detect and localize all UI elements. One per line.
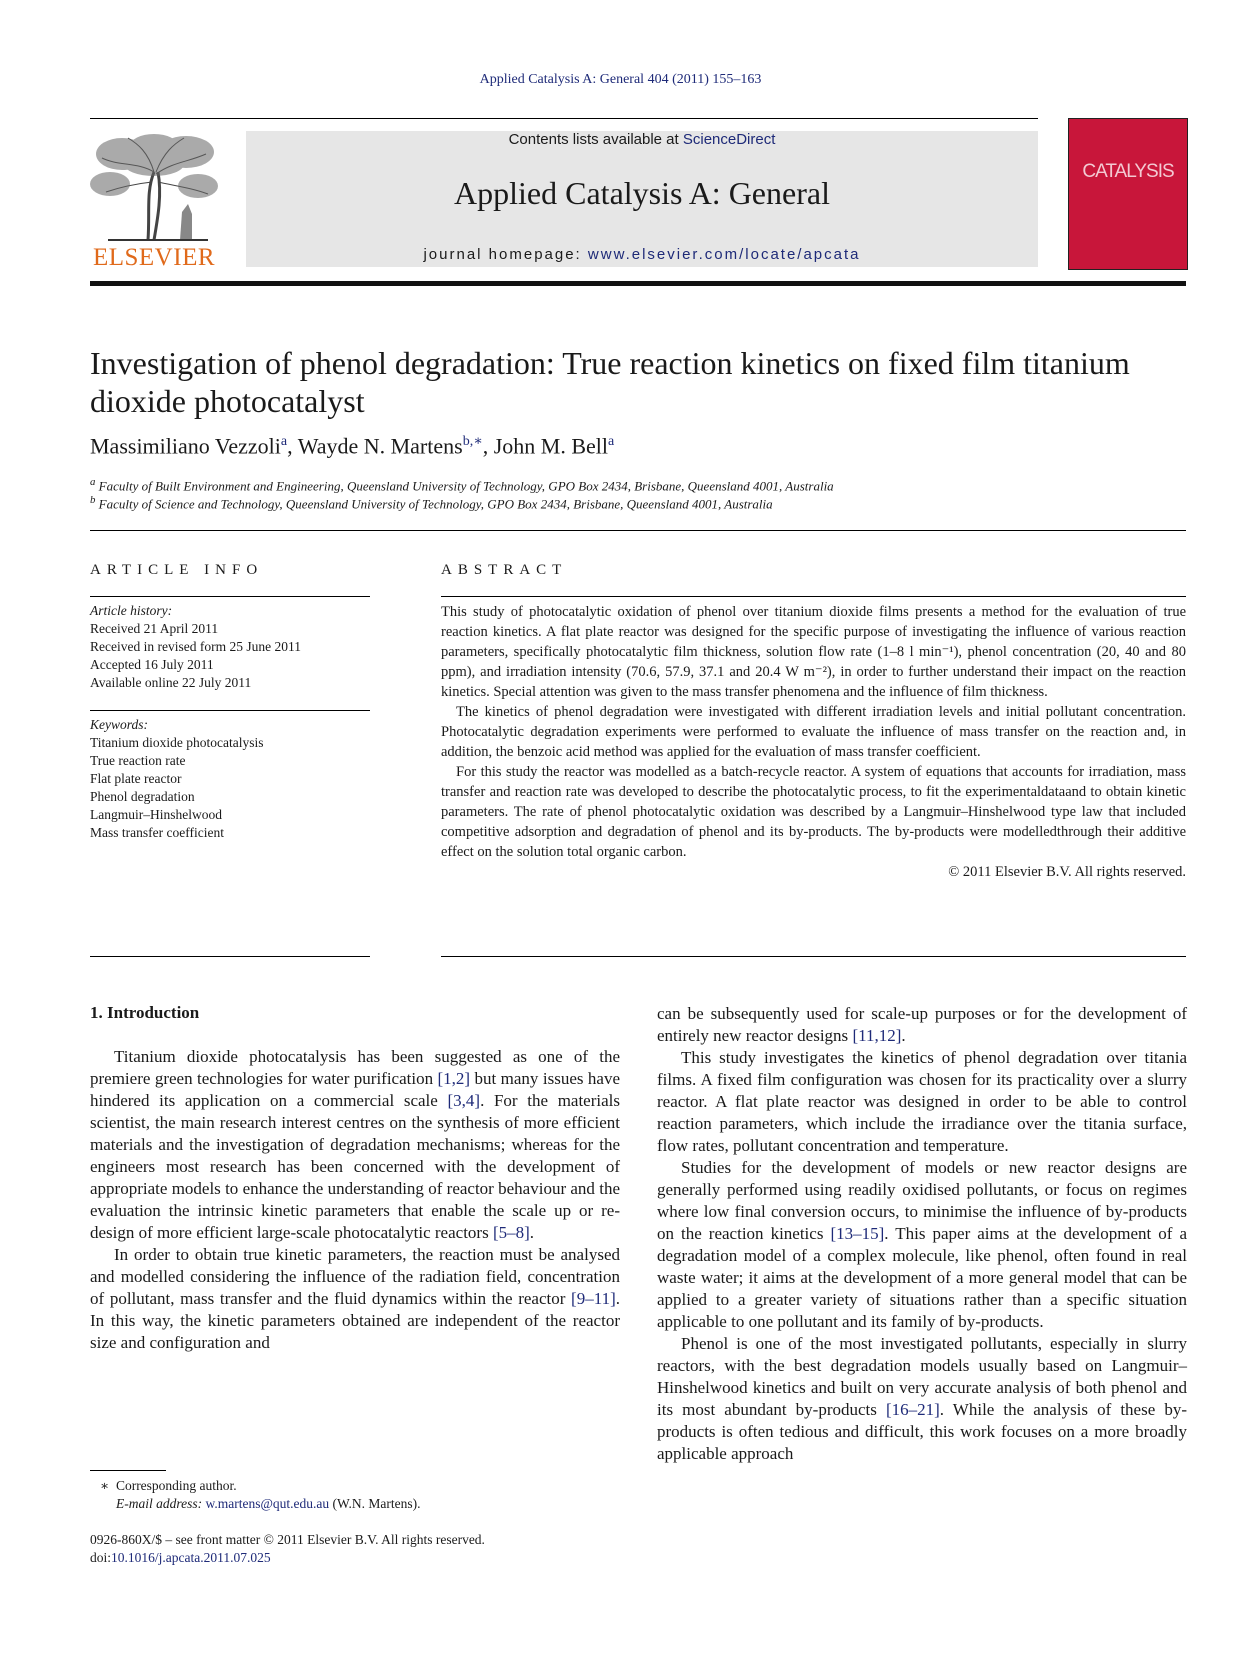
body-paragraph: [90, 1046, 620, 1244]
citation-link[interactable]: [1,2]: [437, 1069, 471, 1088]
info-divider: [90, 596, 370, 597]
text: .: [901, 1026, 906, 1045]
text: . While the analysis of these by-products is often tedious and difficult, this work focuses on a more broadly applicable approach: [657, 1400, 1187, 1463]
doi-label: doi:: [90, 1550, 112, 1565]
email-label: E-mail address:: [116, 1496, 206, 1511]
header-divider: [90, 281, 1186, 286]
author-name: Wayde N. Martens: [297, 433, 463, 459]
history-item: Accepted 16 July 2011: [90, 657, 214, 672]
article-history: [90, 602, 370, 692]
affil-mark: b: [90, 494, 96, 506]
abstract-heading: ABSTRACT: [441, 562, 568, 578]
homepage-prefix: journal homepage:: [423, 246, 588, 263]
doi-link[interactable]: 10.1016/j.apcata.2011.07.025: [111, 1550, 271, 1565]
abstract-body: [441, 602, 1186, 882]
keyword: Phenol degradation: [90, 789, 195, 804]
text: Phenol is one of the most investigated pollutants, especially in slurry reactors, with the best degradation models usually based on Langmuir–Hinshelwood kinetics and built on very accurate analysis of both phenol and its most abundant by-products: [657, 1334, 1187, 1419]
footnote-divider: [90, 1470, 166, 1471]
affiliation-a: [90, 476, 834, 494]
abstract-paragraph: The kinetics of phenol degradation were investigated with different irradiation levels and initial pollutant concentration. Photocatalytic degradation experiments were performed to evaluate the influence of mass transfer on the reaction and, in addition, the benzoic acid method was applied for the evaluation of mass transfer coefficient.: [441, 704, 1186, 760]
keyword: True reaction rate: [90, 753, 186, 768]
top-divider: [90, 118, 1038, 119]
text: .: [529, 1223, 535, 1242]
body-paragraph: [90, 1244, 620, 1354]
front-matter: [90, 1531, 690, 1567]
abstract-divider: [441, 956, 1186, 957]
text: . In this way, the kinetic parameters obtained are independent of the reactor size and configuration and: [90, 1289, 620, 1352]
citation-link[interactable]: [13–15]: [830, 1224, 885, 1243]
article-title: Investigation of phenol degradation: True reaction kinetics on fixed film titanium dioxide photocatalyst: [90, 345, 1130, 419]
text: Titanium dioxide photocatalysis has been suggested as one of the premiere green technologies for water purification: [90, 1047, 620, 1088]
body-paragraph: [657, 1157, 1187, 1333]
text: but many issues have hindered its application on a commercial scale: [90, 1069, 620, 1110]
journal-reference[interactable]: Applied Catalysis A: General 404 (2011) 155–163: [479, 72, 762, 87]
citation-link[interactable]: [5–8]: [492, 1223, 530, 1242]
history-item: Available online 22 July 2011: [90, 675, 252, 690]
journal-title: Applied Catalysis A: General: [454, 175, 830, 211]
cover-title: CATALYSIS: [1082, 161, 1174, 182]
sciencedirect-link[interactable]: ScienceDirect: [682, 131, 776, 148]
publisher-wordmark: ELSEVIER: [92, 244, 216, 271]
body-paragraph: [657, 1333, 1187, 1465]
footnote: [100, 1477, 620, 1513]
body-paragraph: [657, 1003, 1187, 1047]
section-divider: [90, 530, 1186, 531]
text: . For the materials scientist, the main research interest centres on the synthesis of more efficient materials and the investigation of degradation mechanisms; whereas for the engineers most research has been concerned with the development of appropriate models to enhance the understanding of reactor behaviour and the evaluation the intrinsic kinetic parameters that enable the scale up or re-design of more efficient large-scale photocatalytic reactors: [90, 1091, 620, 1242]
abstract-paragraph: For this study the reactor was modelled as a batch-recycle reactor. A system of equations that accounts for irradiation, mass transfer and reaction rate was developed to describe the photocatalytic process, to fit the experimentaldataand to obtain kinetic parameters. The rate of phenol photocatalytic oxidation was described by a Langmuir–Hinshelwood type law that included competitive adsorption and degradation of phenol and its by-products. The by-products were modelledthrough their additive effect on the solution total organic carbon.: [441, 764, 1186, 860]
affil-text: Faculty of Built Environment and Engineering, Queensland University of Technology, GPO Box 2434, Brisbane, Queensland 4001, Australia: [98, 478, 834, 494]
history-item: Received 21 April 2011: [90, 621, 219, 636]
section-heading: 1. Introduction: [90, 1003, 200, 1022]
body-paragraph: This study investigates the kinetics of phenol degradation over titania films. A fixed film configuration was chosen for its practicality over a slurry reactor. A flat plate reactor was designed in order to be able to control reaction parameters, which include the irradiance over the titania surface, flow rates, pollutant concentration and temperature.: [657, 1048, 1187, 1155]
affil-text: Faculty of Science and Technology, Queensland University of Technology, GPO Box 2434, Brisbane, Queensland 4001, Australia: [98, 496, 773, 512]
text: can be subsequently used for scale-up purposes or for the development of entirely new reactor designs: [657, 1004, 1187, 1045]
journal-banner: [246, 131, 1038, 267]
contents-line: [246, 131, 1038, 148]
homepage-line: [246, 246, 1038, 263]
abstract-paragraph: This study of photocatalytic oxidation of phenol over titanium dioxide films presents a method for the evaluation of true reaction kinetics. A flat plate reactor was designed for the specific purpose of investigating the influence of various reaction parameters, specifically photocatalytic film thickness, solution flow rate (1–8 l min⁻¹), phenol concentration (20, 40 and 80 ppm), and irradiation intensity (70.6, 57.9, 37.1 and 20.4 W m⁻²), in order to further understand their impact on the reaction kinetics. Special attention was given to the mass transfer phenomena and the influence of film thickness.: [441, 604, 1186, 700]
keyword: Titanium dioxide photocatalysis: [90, 735, 264, 750]
journal-cover: [1068, 118, 1188, 270]
publisher-logo: [88, 132, 220, 272]
citation-link[interactable]: [16–21]: [885, 1400, 940, 1419]
email-link[interactable]: w.martens@qut.edu.au: [205, 1496, 330, 1511]
citation-link[interactable]: [3,4]: [447, 1091, 481, 1110]
email-suffix: (W.N. Martens).: [329, 1496, 421, 1511]
right-column: [657, 1003, 1187, 1465]
affiliation-b: [90, 494, 773, 512]
text: Studies for the development of models or new reactor designs are generally performed using readily oxidised pollutants, or focus on regimes where low final conversion occurs, to minimise the influence of by-products on the reaction kinetics: [657, 1158, 1187, 1243]
author-affil-mark[interactable]: a: [608, 434, 615, 449]
text: . This paper aims at the development of a degradation model of a complex molecule, like phenol, often found in real waste water; it aims at the development of a more general model that can be applied to a greater variety of situations rather than a specific situation applicable to one pollutant and its family of by-products.: [657, 1224, 1188, 1331]
info-divider: [90, 710, 370, 711]
abstract-divider: [441, 596, 1186, 597]
keywords: [90, 716, 370, 842]
info-divider: [90, 956, 370, 957]
author-name: John M. Bell: [493, 433, 609, 459]
abstract-copyright: © 2011 Elsevier B.V. All rights reserved.: [948, 864, 1186, 880]
text: In order to obtain true kinetic parameters, the reaction must be analysed and modelled considering the influence of the radiation field, concentration of pollutant, mass transfer and the fluid dynamics within the reactor: [90, 1245, 620, 1308]
author-affil-mark[interactable]: b,∗: [462, 434, 483, 449]
citation-link[interactable]: [9–11]: [571, 1289, 616, 1308]
footnote-mark: ∗: [100, 1478, 110, 1493]
history-label: Article history:: [90, 603, 173, 618]
keyword: Mass transfer coefficient: [90, 825, 224, 840]
author-name: Massimiliano Vezzoli: [90, 433, 281, 459]
elsevier-tree-icon: [88, 132, 220, 244]
keywords-label: Keywords:: [90, 717, 148, 732]
citation-link[interactable]: [11,12]: [852, 1026, 902, 1045]
corresponding-author: Corresponding author.: [115, 1478, 237, 1493]
keyword: Langmuir–Hinshelwood: [90, 807, 222, 822]
history-item: Received in revised form 25 June 2011: [90, 639, 301, 654]
author-list: Massimiliano Vezzoli$^a$, Wayde N. Martens$^{b,∗}$, John M. Bell$^a$: [90, 433, 615, 459]
contents-prefix: Contents lists available at: [508, 131, 683, 148]
issn-line: 0926-860X/$ – see front matter © 2011 Elsevier B.V. All rights reserved.: [90, 1532, 485, 1547]
homepage-link[interactable]: www.elsevier.com/locate/apcata: [587, 246, 861, 263]
keyword: Flat plate reactor: [90, 771, 182, 786]
left-column: [90, 1046, 620, 1354]
author-affil-mark[interactable]: a: [280, 434, 288, 449]
article-info-heading: ARTICLE INFO: [90, 562, 264, 578]
affil-mark: a: [90, 476, 96, 488]
